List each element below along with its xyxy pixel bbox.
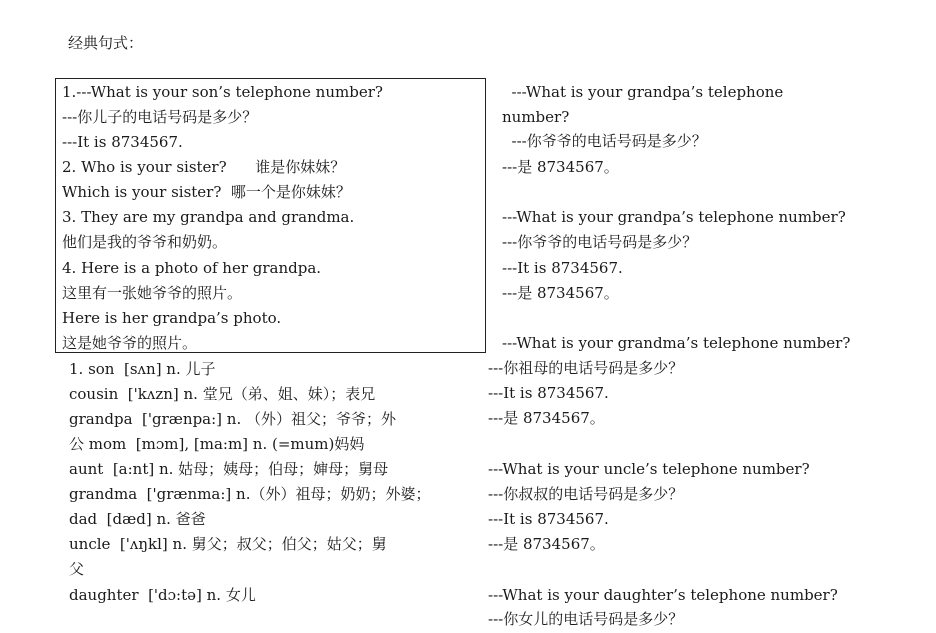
box-line: 这里有一张她爷爷的照片。	[62, 284, 243, 302]
box-line: 3. They are my grandpa and grandma.	[62, 208, 355, 226]
right-line: ---What is your daughter’s telephone number?	[488, 586, 838, 604]
vocab-line: grandpa ['grænpa:] n. （外）祖父；爷爷；外	[69, 410, 396, 428]
right-line: ---是 8734567。	[488, 535, 605, 553]
vocab-line: dad [dæd] n. 爸爸	[69, 510, 206, 528]
box-line: 2. Who is your sister? 谁是你妹妹？	[62, 158, 346, 176]
right-line: ---What is your uncle’s telephone number?	[488, 460, 810, 478]
box-line: 他们是我的爷爷和奶奶。	[62, 233, 228, 251]
vocab-line: cousin ['kʌzn] n. 堂兄（弟、姐、妹）；表兄	[69, 385, 376, 403]
vocab-line: 公 mom [mɔm], [ma:m] n. (=mum)妈妈	[69, 435, 365, 453]
right-line: ---是 8734567。	[488, 409, 605, 427]
right-line: ---It is 8734567.	[502, 259, 623, 277]
vocab-line: 1. son [sʌn] n. 儿子	[69, 360, 216, 378]
vocab-line: daughter ['dɔ:tə] n. 女儿	[69, 586, 256, 604]
box-line: 这是她爷爷的照片。	[62, 334, 198, 352]
vocab-line: uncle ['ʌŋkl] n. 舅父；叔父；伯父；姑父；舅	[69, 535, 387, 553]
right-line: ---你爷爷的电话号码是多少？	[502, 132, 707, 150]
box-line: 1.---What is your son’s telephone number?	[62, 83, 383, 101]
right-line: ---是 8734567。	[502, 284, 619, 302]
right-line: ---It is 8734567.	[488, 384, 609, 402]
right-line: ---What is your grandma’s telephone number?	[502, 334, 851, 352]
right-line: ---It is 8734567.	[488, 510, 609, 528]
right-line: ---What is your grandpa’s telephone number?	[502, 208, 846, 226]
section-heading: 经典句式：	[68, 34, 144, 52]
right-line: ---你祖母的电话号码是多少？	[488, 359, 684, 377]
vocab-line: 父	[69, 560, 85, 578]
right-line: ---你女儿的电话号码是多少？	[488, 610, 684, 628]
box-line: Which is your sister? 哪一个是你妹妹？	[62, 183, 351, 201]
right-line: ---What is your grandpa’s telephone	[502, 83, 784, 101]
box-line: ---It is 8734567.	[62, 133, 183, 151]
box-line: 4. Here is a photo of her grandpa.	[62, 259, 322, 277]
right-line: number?	[502, 108, 570, 126]
right-line: ---是 8734567。	[502, 158, 619, 176]
right-line: ---你叔叔的电话号码是多少？	[488, 485, 684, 503]
box-line: Here is her grandpa’s photo.	[62, 309, 282, 327]
vocab-line: aunt [a:nt] n. 姑母；姨母；伯母；婶母；舅母	[69, 460, 389, 478]
box-line: ---你儿子的电话号码是多少？	[62, 108, 258, 126]
right-line: ---你爷爷的电话号码是多少？	[502, 233, 698, 251]
vocab-line: grandma ['grænma:] n.（外）祖母；奶奶；外婆；	[69, 485, 431, 503]
